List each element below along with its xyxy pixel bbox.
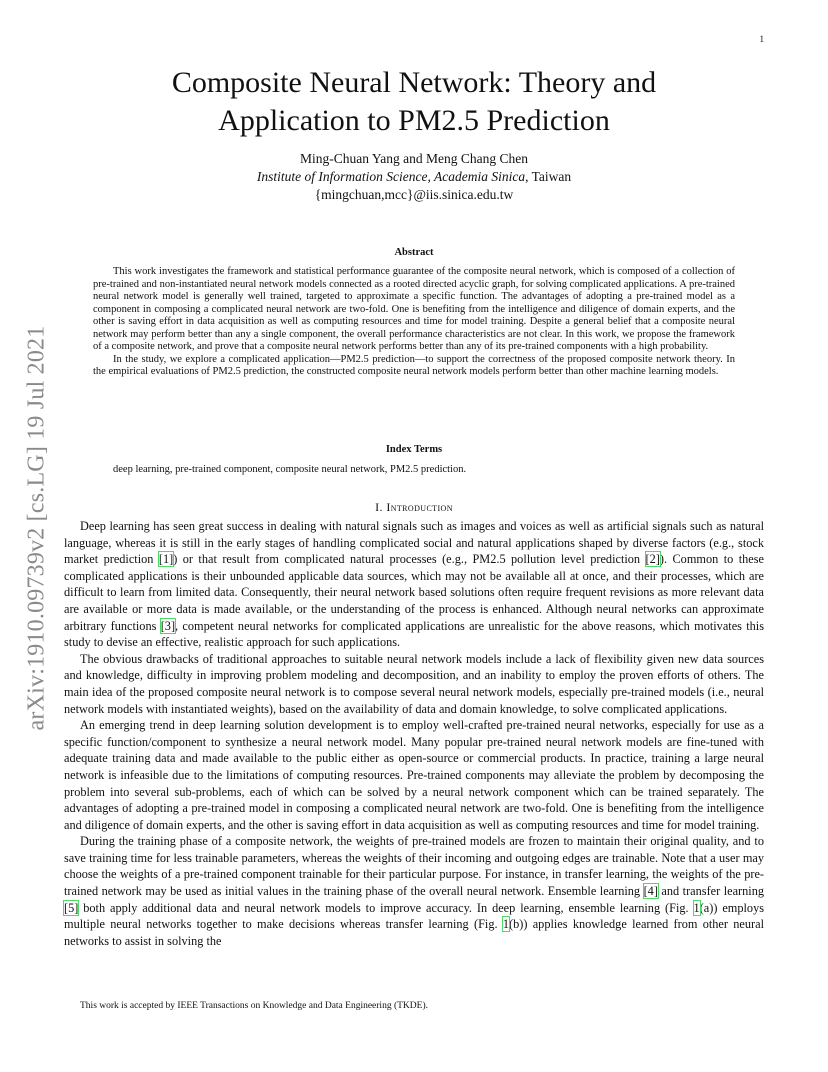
text-run: both apply additional data and neural network models to improve accuracy. In deep learning, ensemble learning (Fig. <box>78 900 694 915</box>
author-block <box>64 150 764 204</box>
citation-link[interactable]: [3] <box>160 618 176 633</box>
text-run: Deep learning has seen great success in dealing with natural signals such as images and voices as well as artificial signals such as natural language, whereas it is still in the early stages of handling complicated social and natural applications shaped by diverse factors (e.g., stock market prediction <box>64 519 764 567</box>
affiliation-country: , Taiwan <box>525 169 572 184</box>
text-run: and transfer learning <box>657 884 764 899</box>
text-run: ). Common to these complicated applications is their unbounded applicable data sources, which may not be available all at once, and their processes, which are difficult to learn from limited data. Consequently, their neural network based solutions often require frequent revisions as more relevant data are available or more data is made available, or the understanding of the process is enhanced. Although neural networks can approximate arbitrary functions <box>64 552 764 633</box>
author-names: Ming-Chuan Yang and Meng Chang Chen <box>300 151 528 166</box>
affiliation-line <box>64 168 764 186</box>
text-run: During the training phase of a composite network, the weights of pre-trained models are frozen to maintain their original quality, and to save training time for less trainable parameters, whereas the weights of their incoming and outgoing edges are trainable. Note that a user may choose the weights of a pre-trained component trainable for their particular purpose. For instance, in transfer learning, the weights of the pre-trained network may be used as initial values in the training phase of the overall neural network. Ensemble learning <box>64 834 764 899</box>
text-run: , competent neural networks for complicated applications are unrealistic for the above reasons, which motivates this study to devise an effective, realistic approach for such applications. <box>64 618 765 650</box>
title-line-1: Composite Neural Network: Theory and <box>171 66 657 99</box>
abstract-paragraph-1: This work investigates the framework and statistical performance guarantee of the composite neural network, which is composed of a collection of pre-trained and non-instantiated neural network models connected as a rooted directed acyclic graph, for solving complicated applications. A pre-trained neural network model is generally well trained, targeted to approximate a specific function. The advantages of adopting a pre-trained model as a component in composing a complicated neural network are two-fold. One is benefiting from the intelligence and diligence of domain experts, and the other is saving effort in data acquisition as well as computing resources and time for model training. Despite a general belief that a composite neural network may perform better than any a single component, the overall performance characteristics are not clear. In this work, we propose the framework of a composite network, and prove that a composite neural network performs better than any of its pre-trained components with a high probability. <box>93 266 735 352</box>
page-number: 1 <box>759 34 764 44</box>
section-number: I. <box>375 500 383 514</box>
abstract <box>93 266 735 379</box>
figure-link[interactable]: 1 <box>502 917 509 932</box>
section-heading <box>64 500 764 515</box>
text-run: (a)) employs multiple neural networks together to make decisions whereas transfer learning (Fig. <box>64 900 764 932</box>
intro-paragraph-1 <box>64 518 764 651</box>
title-line-2: Application to PM2.5 Prediction <box>218 104 610 137</box>
text-run: ) or that result from complicated natural processes (e.g., PM2.5 pollution level prediction <box>173 552 646 567</box>
section-title <box>386 500 453 514</box>
affiliation: Institute of Information Science, Academia Sinica <box>256 169 526 184</box>
text-run: (b)) applies knowledge learned from other neural networks to assist in solving the <box>64 917 764 948</box>
intro-paragraph-3: An emerging trend in deep learning solution development is to employ well-crafted pre-trained neural networks, especially for use as a specific function/component to synthesize a neural network model. Many popular pre-trained neural network models are fine-tuned with adequate training data and made available to the public either as open-source or commercial products. In practice, training a large neural network is infeasible due to the limitations of computing resources. Pre-trained components may alleviate the problem by decomposing the problem into several sub-problems, each of which can be solved by a neural network component which can be trained separately. The advantages of adopting a pre-trained model in composing a complicated neural network are two-fold. One is benefiting from the intelligence and diligence of domain experts, and the other is saving effort in data acquisition as well as computing resources and time for model training. <box>64 718 764 832</box>
abstract-paragraph-2: In the study, we explore a complicated application—PM2.5 prediction—to support the correctness of the proposed composite network theory. In the empirical evaluations of PM2.5 prediction, the constructed composite neural network models perform better than other machine learning models. <box>93 353 735 377</box>
figure-link[interactable]: 1 <box>693 900 700 915</box>
citation-link[interactable]: [1] <box>158 552 174 567</box>
index-terms: deep learning, pre-trained component, composite neural network, PM2.5 prediction. <box>113 464 467 475</box>
arxiv-side-stamp <box>24 298 50 758</box>
body-text <box>64 518 764 949</box>
arxiv-stamp-text: arXiv:1910.09739v2 [cs.LG] 19 Jul 2021 <box>23 325 50 731</box>
intro-paragraph-4 <box>64 833 764 949</box>
intro-paragraph-2: The obvious drawbacks of traditional approaches to suitable neural network models include a lack of flexibility given new data sources and knowledge, difficulty in improving problem modeling and decomposition, and an inability to employ the proven efforts of others. The main idea of the proposed composite neural network is to compose several neural network models, especially pre-trained models (i.e., neural network models with instantiated weights), based on the availability of data and domain knowledge, to solve complicated applications. <box>64 651 764 716</box>
section-title-text: Introduction <box>386 500 453 514</box>
footnote: This work is accepted by IEEE Transactions on Knowledge and Data Engineering (TKDE). <box>80 1001 428 1011</box>
author-email: {mingchuan,mcc}@iis.sinica.edu.tw <box>314 187 514 202</box>
index-terms-heading: Index Terms <box>385 444 443 455</box>
abstract-heading: Abstract <box>394 247 434 258</box>
citation-link[interactable]: [4] <box>643 884 658 899</box>
citation-link[interactable]: [2] <box>645 552 660 567</box>
paper-title <box>64 64 764 140</box>
citation-link[interactable]: [5] <box>64 900 79 915</box>
